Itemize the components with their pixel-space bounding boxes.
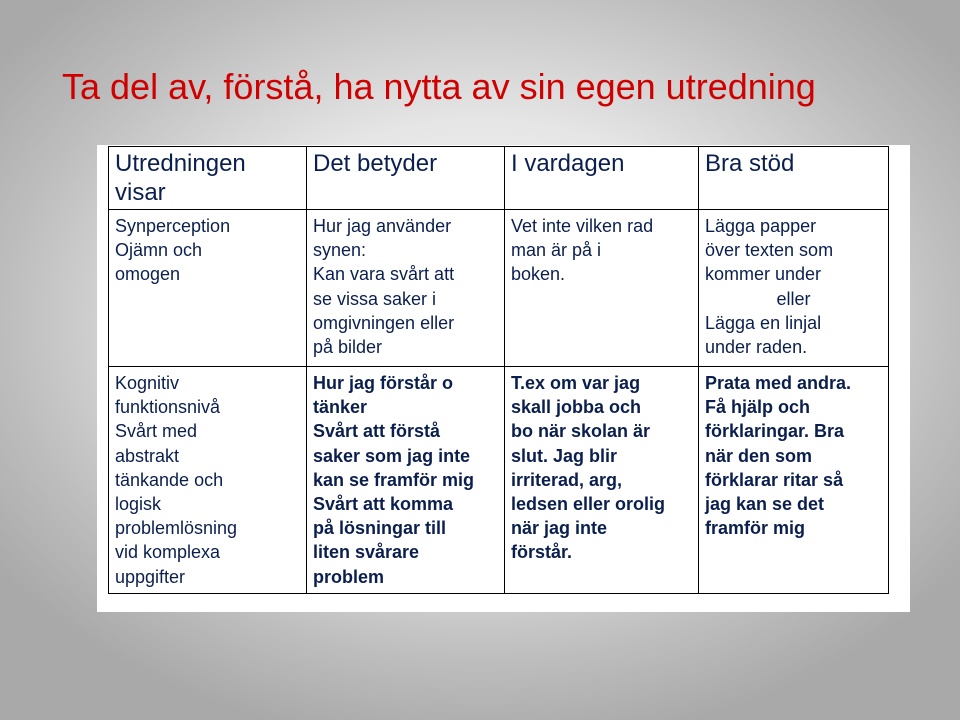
table-cell [307, 210, 505, 367]
cell-text: T.ex om var jag skall jobba och bo när skolan är slut. Jag blir irriterad, arg, ledsen eller orolig när jag inte förstår. [511, 373, 666, 563]
header-cell-i-vardagen: I vardagen [505, 147, 699, 210]
table-row [109, 367, 889, 594]
header-cell-det-betyder: Det betyder [307, 147, 505, 210]
table-cell [109, 367, 307, 594]
info-table [108, 146, 889, 594]
cell-text: Lägga papper över texten som kommer under [705, 216, 834, 285]
cell-text: Vet inte vilken rad man är på i boken. [511, 216, 654, 285]
cell-text: Synperception Ojämn och omogen [115, 216, 231, 285]
table-cell [699, 210, 889, 367]
cell-text: Prata med andra. Få hjälp och förklaringar. Bra när den som förklarar ritar så jag kan se det framför mig [705, 373, 852, 539]
header-row [109, 147, 889, 210]
cell-text-centered: eller [776, 288, 811, 309]
table-cell [505, 210, 699, 367]
cell-text: Lägga en linjal under raden. [705, 312, 822, 358]
cell-text: Kognitiv funktionsnivå Svårt med abstrakt tänkande och logisk problemlösning vid komplexa uppgifter [115, 373, 238, 587]
header-cell-bra-stod: Bra stöd [699, 147, 889, 210]
table-row [109, 210, 889, 367]
cell-text: Hur jag förstår o tänker Svårt att förstå saker som jag inte kan se framför mig Svårt att komma på lösningar till liten svårare problem [313, 373, 475, 587]
table-cell [109, 210, 307, 367]
table-cell [699, 367, 889, 594]
slide-title: Ta del av, förstå, ha nytta av sin egen utredning [62, 66, 816, 107]
cell-text: Hur jag använder synen: Kan vara svårt att se vissa saker i omgivningen eller på bilder [313, 216, 455, 358]
table-cell [505, 367, 699, 594]
table-cell [307, 367, 505, 594]
header-cell-utredningen-visar: Utredningen visar [109, 147, 307, 210]
